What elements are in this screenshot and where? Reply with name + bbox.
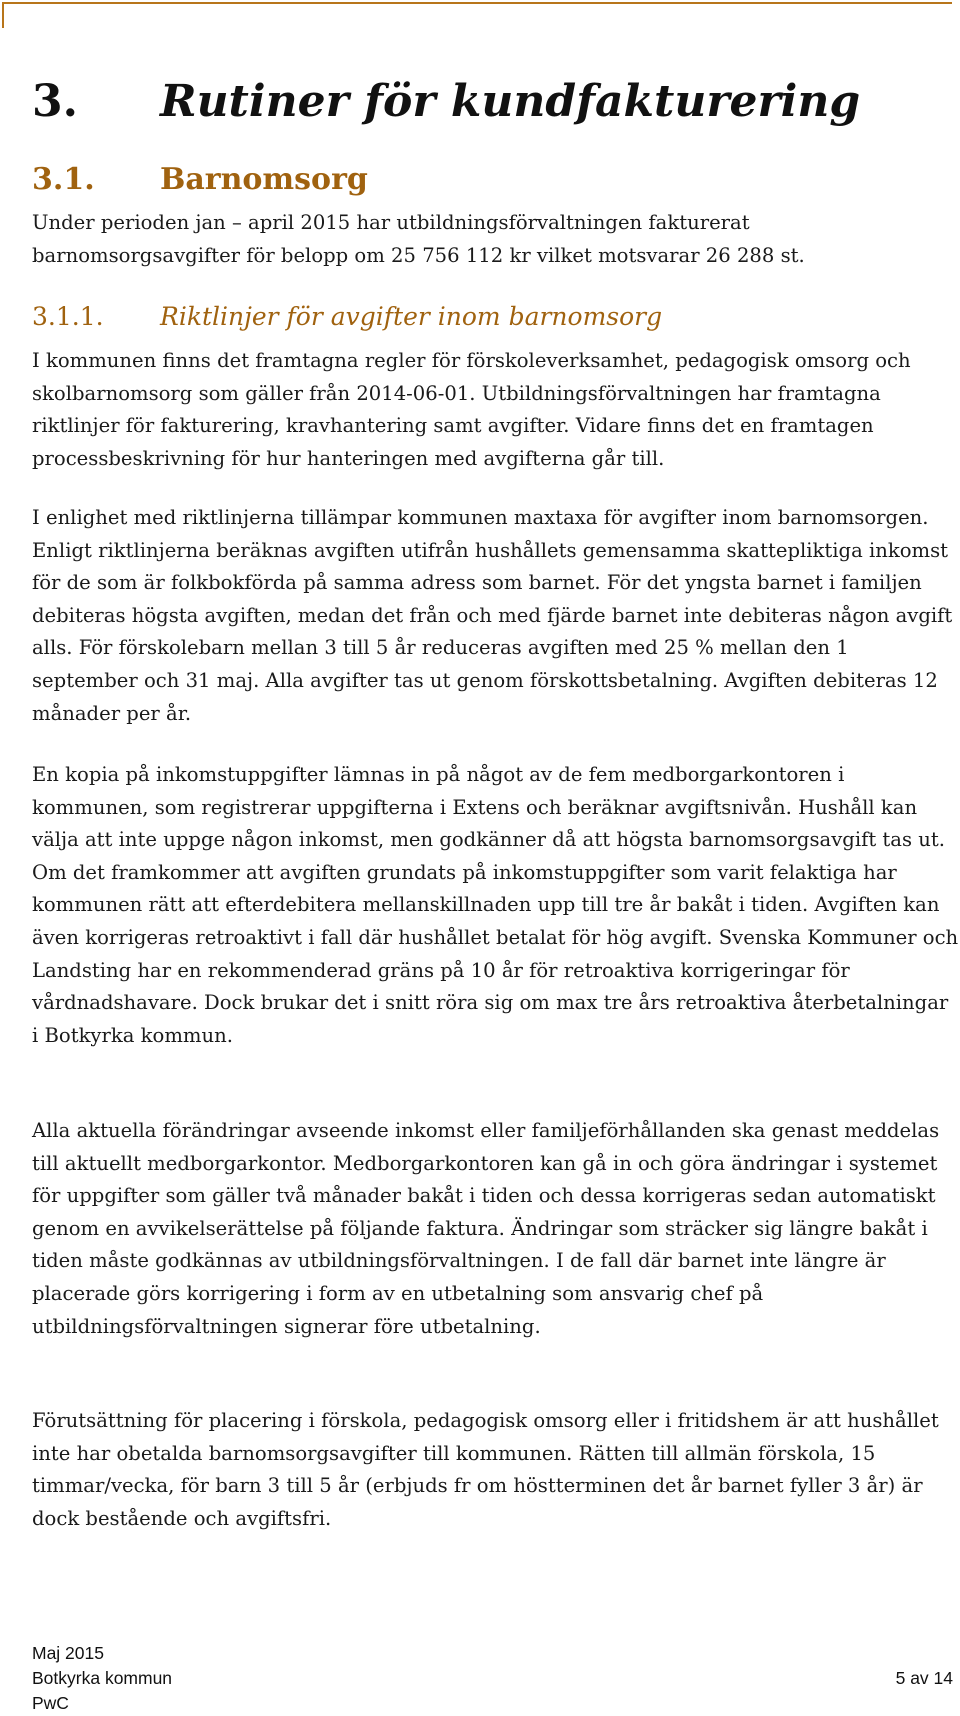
intro-paragraph: Under perioden jan – april 2015 har utbildningsförvaltningen fakturerat barnomsorgsavgifter för belopp om 25 756 112 kr vilket motsvarar 26 288 st. [32,211,805,267]
body-paragraph: Förutsättning för placering i förskola, pedagogisk omsorg eller i fritidshem är att hushållet inte har obetalda barnomsorgsavgifter till kommunen. Rätten till allmän förskola, 15 timmar/vecka, för barn 3 till 5 år (erbjuds fr om höstterminen det år barnet fyller 3 år) är dock bestående och avgiftsfri. [32,1409,939,1530]
body-paragraph: I enlighet med riktlinjerna tillämpar kommunen maxtaxa för avgifter inom barnomsorgen. Enligt riktlinjerna beräknas avgiften utifrån hushållets gemensamma skattepliktiga inkomst för de som är folkbokförda på samma adress som barnet. För det yngsta barnet i familjen debiteras högsta avgiften, medan det från och med fjärde barnet inte debiteras någon avgift alls. För förskolebarn mellan 3 till 5 år reduceras avgiften med 25 % mellan den 1 september och 31 maj. Alla avgifter tas ut genom förskottsbetalning. Avgiften debiteras 12 månader per år. [32,506,953,725]
footer-company: PwC [32,1693,69,1713]
body-paragraph: I kommunen finns det framtagna regler för förskoleverksamhet, pedagogisk omsorg och skolbarnomsorg som gäller från 2014-06-01. Utbildningsförvaltningen har framtagna riktlinjer för fakturering, kravhantering samt avgifter. Vidare finns det en framtagen processbeskrivning för hur hanteringen med avgifterna går till. [32,349,911,470]
subsection-title: Riktlinjer för avgifter inom barnomsorg [160,302,663,331]
chapter-number: 3. [32,76,78,127]
body-paragraph: En kopia på inkomstuppgifter lämnas in på något av de fem medborgarkontoren i kommunen, som registrerar uppgifterna i Extens och beräknar avgiftsnivån. Hushåll kan välja att inte uppge någon inkomst, men godkänner då att högsta barnomsorgsavgift tas ut. Om det framkommer att avgiften grundats på inkomstuppgifter som varit felaktiga har kommunen rätt att efterdebitera mellanskillnaden upp till tre år bakåt i tiden. Avgiften kan även korrigeras retroaktivt i fall där hushållet betalat för hög avgift. Svenska Kommuner och Landsting har en rekommenderad gräns på 10 år för retroaktiva korrigeringar för vårdnadshavare. Dock brukar det i snitt röra sig om max tre års retroaktiva återbetalningar i Botkyrka kommun. [32,763,959,1047]
chapter-heading [32,78,860,126]
body-paragraph: Alla aktuella förändringar avseende inkomst eller familjeförhållanden ska genast meddelas till aktuellt medborgarkontor. Medborgarkontoren kan gå in och göra ändringar i systemet för uppgifter som gäller två månader bakåt i tiden och dessa korrigeras sedan automatiskt genom en avvikelserättelse på följande faktura. Ändringar som sträcker sig längre bakåt i tiden måste godkännas av utbildningsförvaltningen. I de fall där barnet inte längre är placerade görs korrigering i form av en utbetalning som ansvarig chef på utbildningsförvaltningen signerar före utbetalning. [32,1119,940,1338]
chapter-title: Rutiner för kundfakturering [160,76,861,127]
footer-organization: Botkyrka kommun [32,1668,173,1688]
page-number: 5 av 14 [895,1668,953,1688]
subsection-number: 3.1.1. [32,302,104,331]
section-title: Barnomsorg [160,162,368,197]
section-heading [32,163,368,196]
footer-date: Maj 2015 [32,1643,104,1663]
section-number: 3.1. [32,162,95,197]
page-footer [32,1641,172,1716]
subsection-heading [32,303,662,331]
page-frame-border [2,2,952,28]
